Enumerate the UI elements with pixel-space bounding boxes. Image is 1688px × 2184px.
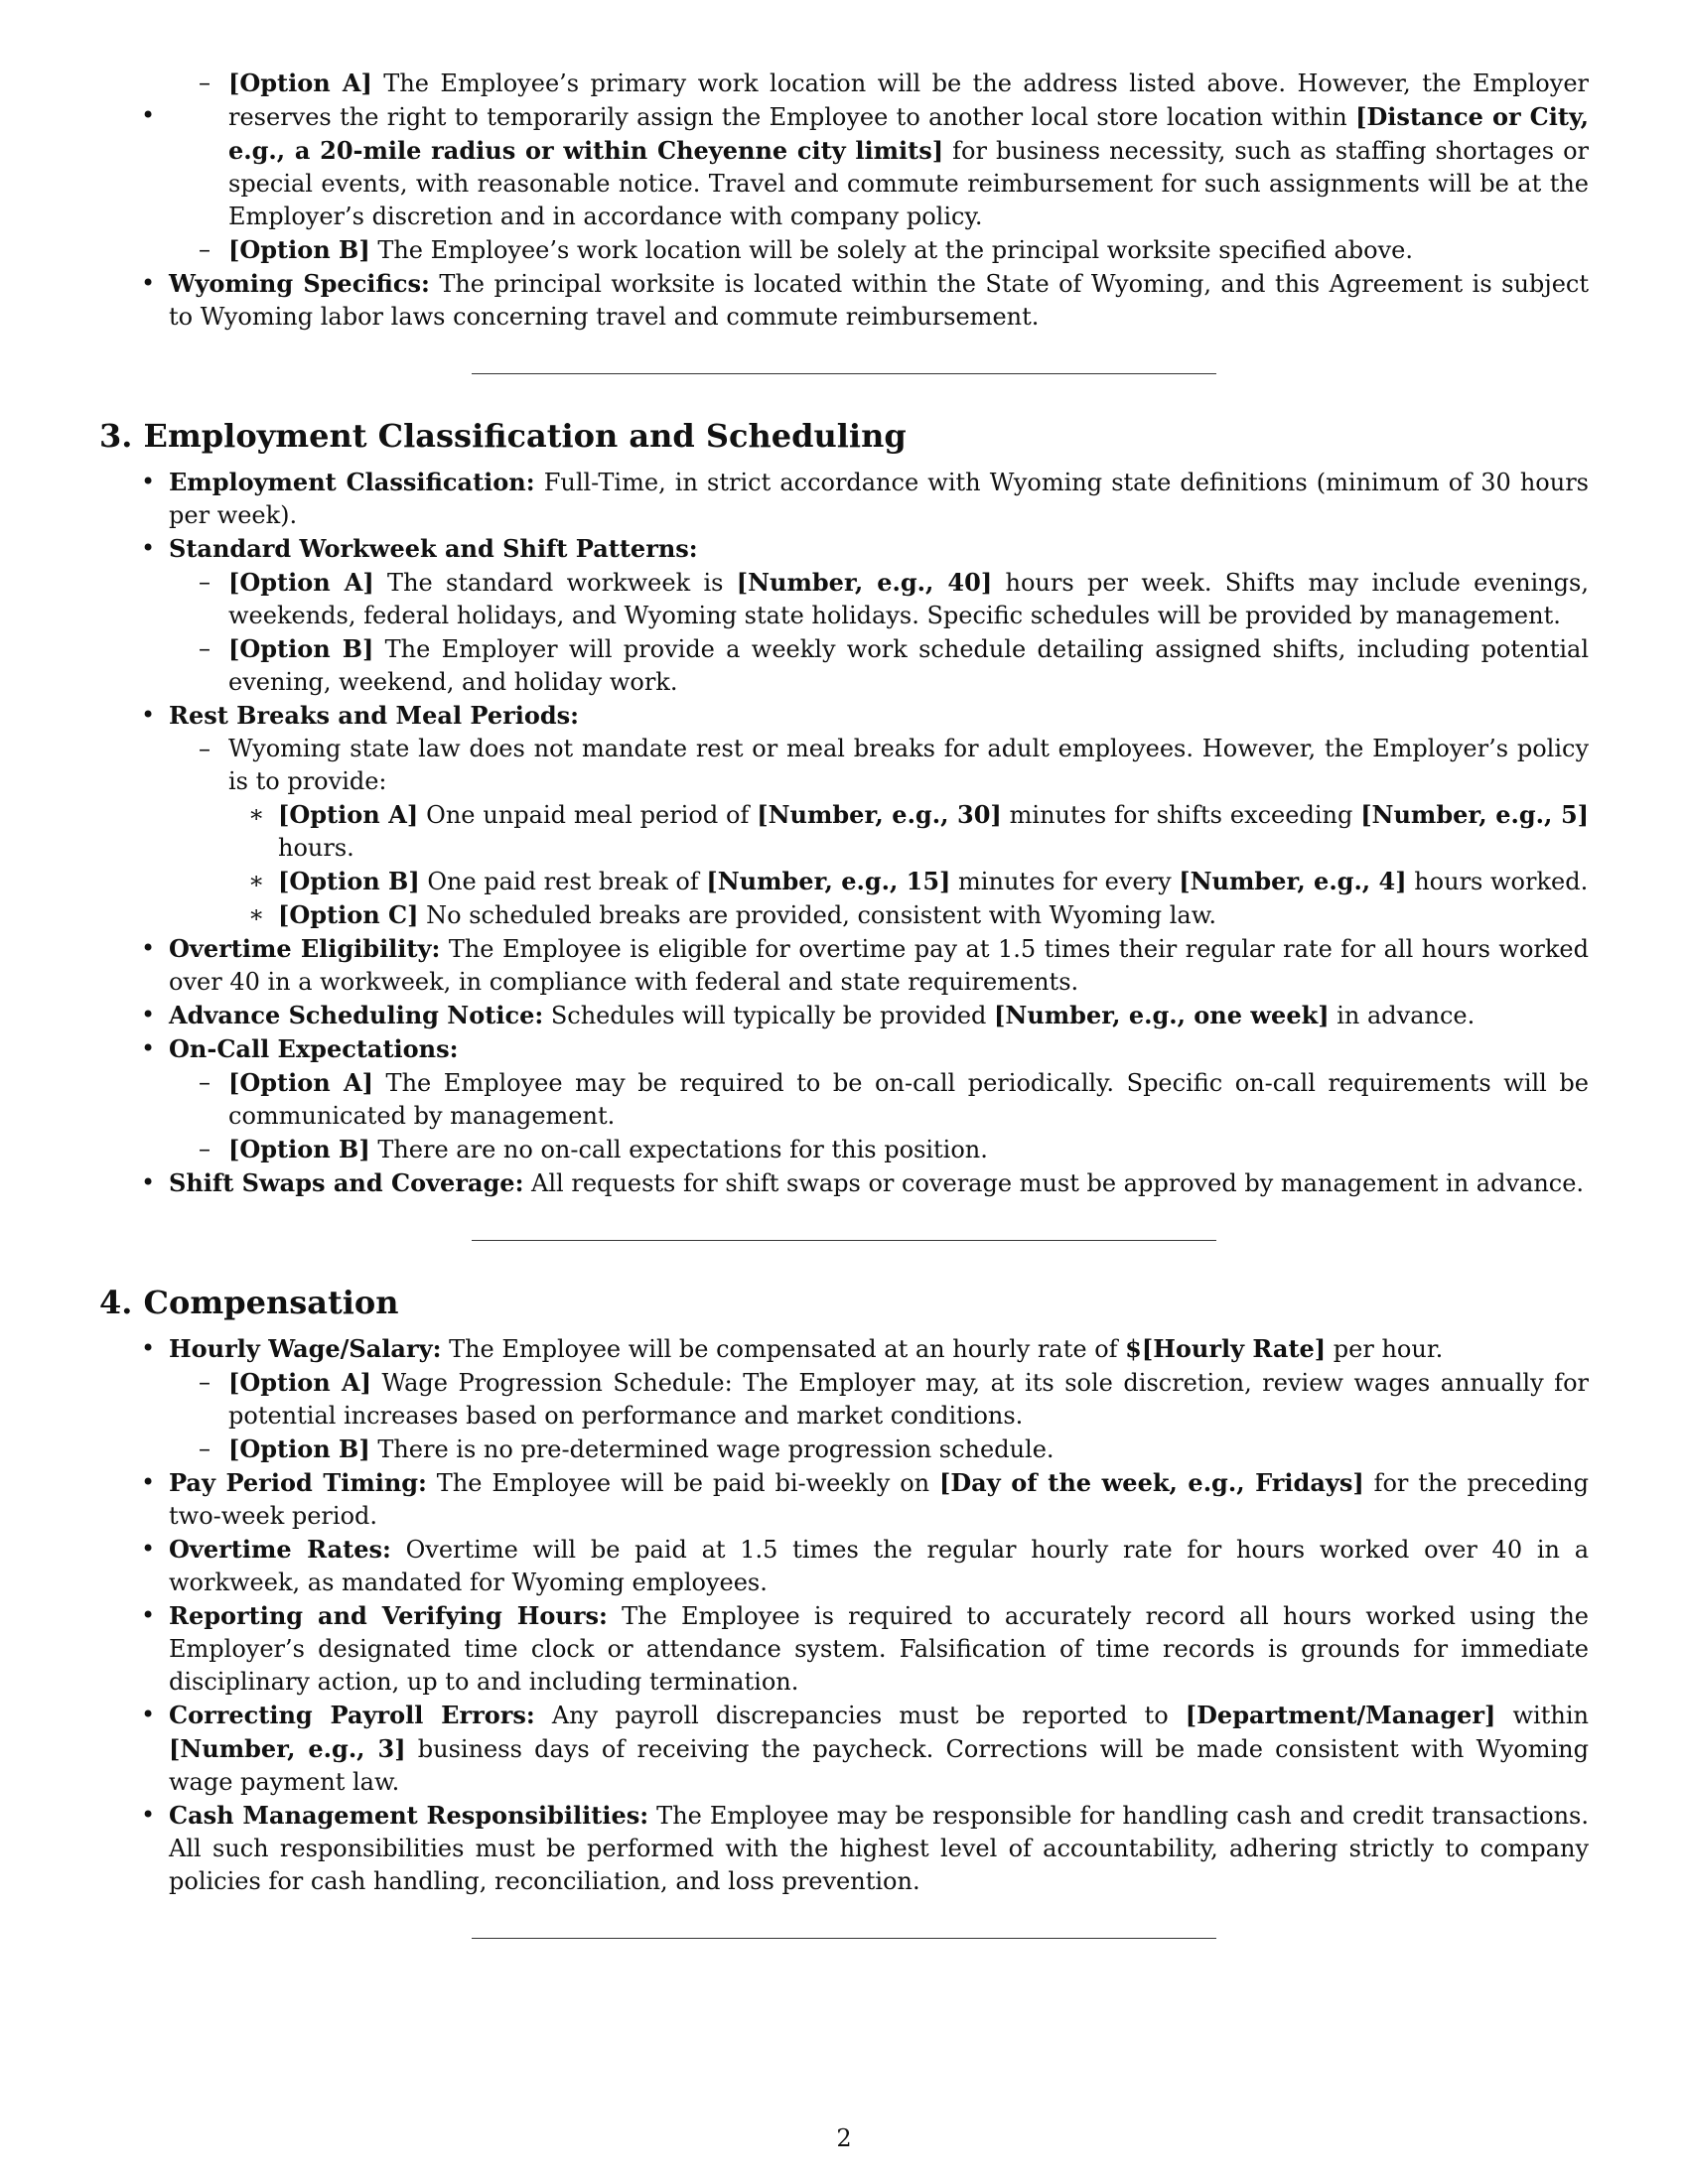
list-item: – Wyoming state law does not mandate rest or meal breaks for adult employees. However, the Employer’s policy is to provide: ∗ [Option A] One unpaid meal period of [Number, e.g., 30] minutes for shifts exceeding [Number, e.g., 5] hours. ∗ [Option B] One paid rest break of [Number, e.g., 15] minutes for every [Number, e.g., 4] hours worked. ∗ [Option C] No scheduled breaks are provided, consistent with Wyoming law. [228,733,1589,932]
section-divider [472,1240,1216,1241]
list-item: • Pay Period Timing: The Employee will be paid bi-weekly on [Day of the week, e.g., Fridays] for the preceding two-week period. [99,1466,1589,1533]
list-item: – [Option A] The Employee may be required to be on-call periodically. Specific on-call requirements will be communicated by management. [228,1066,1589,1133]
list-item: ∗ [Option B] One paid rest break of [Number, e.g., 15] minutes for every [Number, e.g., 4] hours worked. [278,865,1589,898]
list-item: • Overtime Eligibility: The Employee is eligible for overtime pay at 1.5 times their regular rate for all hours worked over 40 in a workweek, in compliance with federal and state requirements. [99,932,1589,999]
list-item: – [Option A] The standard workweek is [Number, e.g., 40] hours per week. Shifts may include evenings, weekends, federal holidays, and Wyoming state holidays. Specific schedules will be provided by management. [228,566,1589,632]
list-item: • Advance Scheduling Notice: Schedules will typically be provided [Number, e.g., one week] in advance. [99,999,1589,1032]
page-number: 2 [836,2124,852,2152]
section-4-content [99,1332,1589,1898]
section-divider [472,1938,1216,1939]
list-item: – [Option B] The Employer will provide a weekly work schedule detailing assigned shifts, including potential evening, weekend, and holiday work. [228,632,1589,699]
section-4-heading: 4. Compensation [99,1284,399,1321]
section-3-heading: 3. Employment Classification and Scheduling [99,417,907,455]
section-divider [472,373,1216,374]
list-item: • Shift Swaps and Coverage: All requests for shift swaps or coverage must be approved by management in advance. [99,1166,1589,1200]
list-item: • Standard Workweek and Shift Patterns: – [Option A] The standard workweek is [Number, e.g., 40] hours per week. Shifts may include evenings, weekends, federal holidays, and Wyoming state holidays. Specific schedules will be provided by management. – [Option B] The Employer will provide a weekly work schedule detailing assigned shifts, including potential evening, weekend, and holiday work. [99,532,1589,699]
list-item: ∗ [Option C] No scheduled breaks are provided, consistent with Wyoming law. [278,898,1589,932]
list-item: • Hourly Wage/Salary: The Employee will be compensated at an hourly rate of $[Hourly Rate] per hour. – [Option A] Wage Progression Schedule: The Employer may, at its sole discretion, review wages annually for potential increases based on performance and market conditions. – [Option B] There is no pre-determined wage progression schedule. [99,1332,1589,1466]
section-3-content [99,466,1589,1200]
list-item: – [Option A] The Employee’s primary work location will be the address listed above. However, the Employer reserves the right to temporarily assign the Employee to another local store location within [Distance or City, e.g., a 20-mile radius or within Cheyenne city limits] for business necessity, such as staffing shortages or special events, with reasonable notice. Travel and commute reimbursement for such assignments will be at the Employer’s discretion and in accordance with company policy. [228,67,1589,233]
list-item: • Rest Breaks and Meal Periods: – Wyoming state law does not mandate rest or meal breaks for adult employees. However, the Employer’s policy is to provide: ∗ [Option A] One unpaid meal period of [Number, e.g., 30] minutes for shifts exceeding [Number, e.g., 5] hours. ∗ [Option B] One paid rest break of [Number, e.g., 15] minutes for every [Number, e.g., 4] hours worked. ∗ [Option C] No scheduled breaks are provided, consistent with Wyoming law. [99,699,1589,932]
list-item: • Cash Management Responsibilities: The Employee may be responsible for handling cash and credit transactions. All such responsibilities must be performed with the highest level of accountability, adhering strictly to company policies for cash handling, reconciliation, and loss prevention. [99,1799,1589,1898]
list-item: ∗ [Option A] One unpaid meal period of [Number, e.g., 30] minutes for shifts exceeding [Number, e.g., 5] hours. [278,798,1589,865]
list-item: • Reporting and Verifying Hours: The Employee is required to accurately record all hours worked using the Employer’s designated time clock or attendance system. Falsification of time records is grounds for immediate disciplinary action, up to and including termination. [99,1599,1589,1699]
list-item: • On-Call Expectations: – [Option A] The Employee may be required to be on-call periodically. Specific on-call requirements will be communicated by management. – [Option B] There are no on-call expectations for this position. [99,1032,1589,1166]
list-item: – [Option B] There is no pre-determined wage progression schedule. [228,1433,1589,1466]
list-item: – [Option B] There are no on-call expectations for this position. [228,1133,1589,1166]
list-item: • Wyoming Specifics: The principal worksite is located within the State of Wyoming, and this Agreement is subject to Wyoming labor laws concerning travel and commute reimbursement. [99,267,1589,334]
document-page [99,68,1590,1939]
list-item: • Overtime Rates: Overtime will be paid at 1.5 times the regular hourly rate for hours worked over 40 in a workweek, as mandated for Wyoming employees. [99,1533,1589,1599]
list-item: – [Option A] Wage Progression Schedule: The Employer may, at its sole discretion, review wages annually for potential increases based on performance and market conditions. [228,1366,1589,1433]
list-item: • Employment Classification: Full-Time, in strict accordance with Wyoming state definitions (minimum of 30 hours per week). [99,466,1589,532]
section-2-content [99,67,1589,334]
list-item: – [Option B] The Employee’s work location will be solely at the principal worksite specified above. [228,233,1589,267]
list-item: • Correcting Payroll Errors: Any payroll discrepancies must be reported to [Department/Manager] within [Number, e.g., 3] business days of receiving the paycheck. Corrections will be made consistent with Wyoming wage payment law. [99,1699,1589,1799]
list-item [99,67,1589,267]
